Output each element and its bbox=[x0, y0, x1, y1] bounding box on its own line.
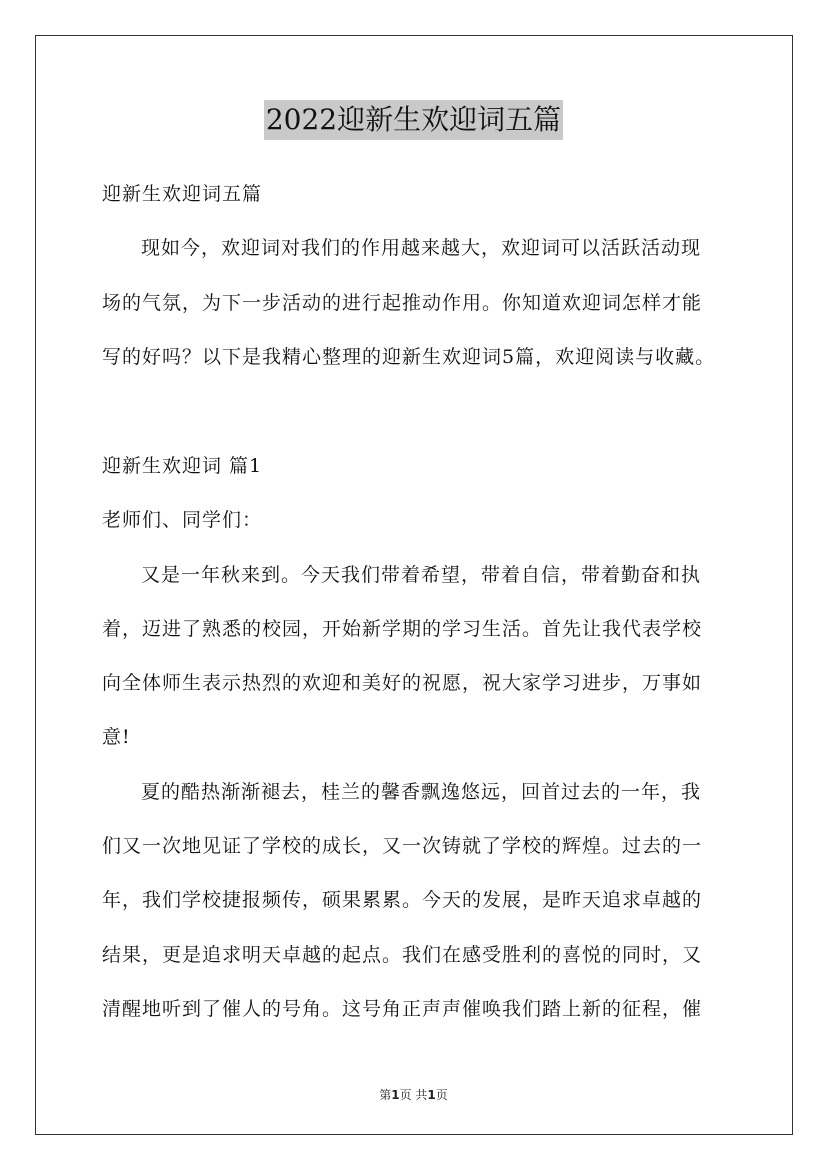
page-footer bbox=[0, 1086, 827, 1103]
document-title: 2022迎新生欢迎词五篇 bbox=[264, 100, 563, 140]
intro-line-1: 现如今，欢迎词对我们的作用越来越大，欢迎词可以活跃活动现 bbox=[141, 237, 702, 259]
footer-prefix: 第 bbox=[379, 1088, 392, 1102]
salutation: 老师们、同学们： bbox=[102, 509, 263, 531]
para2-line-5: 清醒地听到了催人的号角。这号角正声声催唤我们踏上新的征程，催 bbox=[102, 998, 703, 1020]
footer-suffix: 页 bbox=[435, 1088, 448, 1102]
footer-total-pages: 1 bbox=[427, 1088, 436, 1102]
section-heading: 迎新生欢迎词 篇1 bbox=[102, 455, 263, 477]
para1-line-1: 又是一年秋来到。今天我们带着希望，带着自信，带着勤奋和执 bbox=[141, 564, 702, 586]
footer-current-page: 1 bbox=[391, 1088, 400, 1102]
intro-line-2: 场的气氛，为下一步活动的进行起推动作用。你知道欢迎词怎样才能 bbox=[102, 292, 703, 314]
para2-line-1: 夏的酷热渐渐褪去，桂兰的馨香飘逸悠远，回首过去的一年，我 bbox=[141, 781, 702, 803]
para2-line-4: 结果，更是追求明天卓越的起点。我们在感受胜利的喜悦的同时，又 bbox=[102, 944, 703, 966]
para2-line-2: 们又一次地见证了学校的成长，又一次铸就了学校的辉煌。过去的一 bbox=[102, 835, 703, 857]
para2-line-3: 年，我们学校捷报频传，硕果累累。今天的发展，是昨天追求卓越的 bbox=[102, 889, 703, 911]
footer-mid: 页 共 bbox=[399, 1088, 428, 1102]
para1-line-3: 向全体师生表示热烈的欢迎和美好的祝愿，祝大家学习进步，万事如 bbox=[102, 672, 703, 694]
para1-line-2: 着，迈进了熟悉的校园，开始新学期的学习生活。首先让我代表学校 bbox=[102, 618, 703, 640]
intro-line-3: 写的好吗？以下是我精心整理的迎新生欢迎词5篇，欢迎阅读与收藏。 bbox=[102, 346, 716, 368]
document-subtitle: 迎新生欢迎词五篇 bbox=[102, 183, 263, 205]
para1-line-4: 意! bbox=[102, 726, 131, 748]
title-container bbox=[0, 100, 827, 140]
